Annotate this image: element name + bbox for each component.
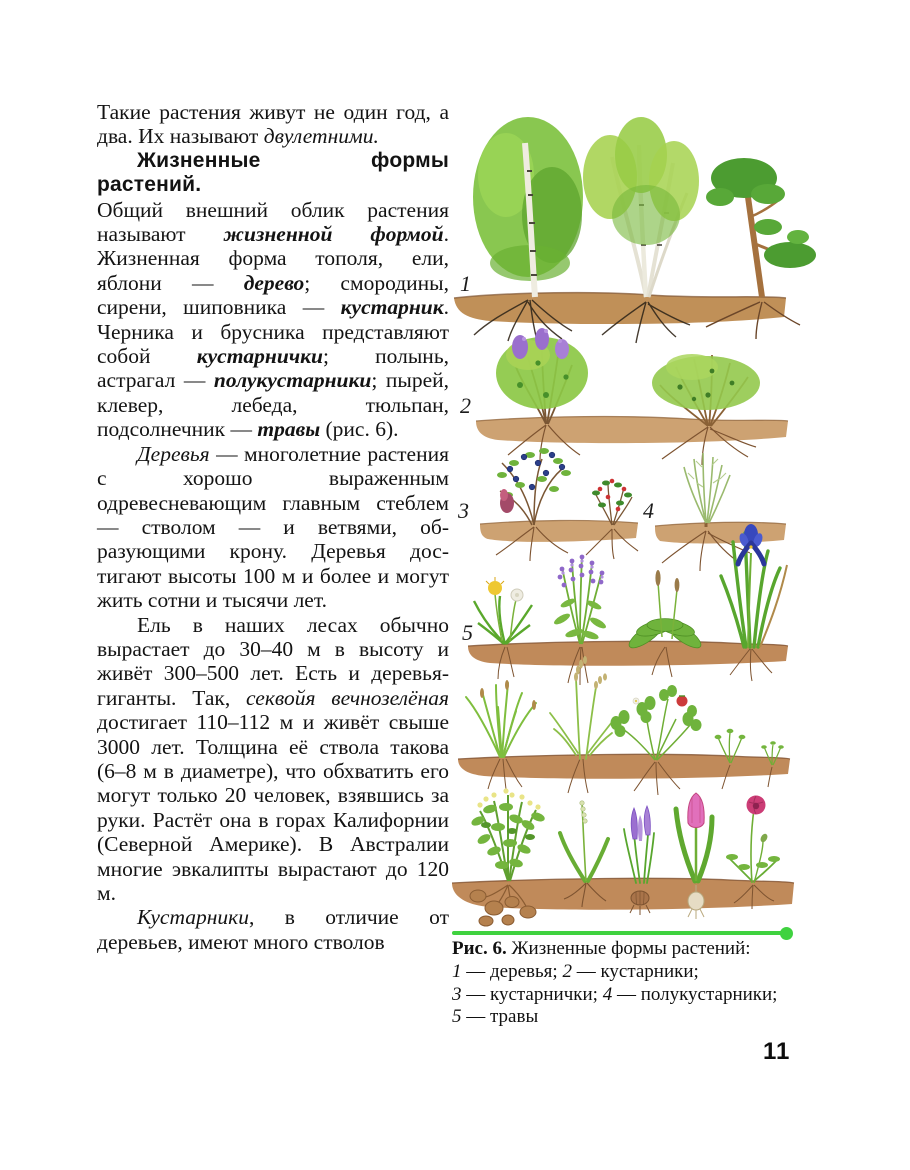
text-segment: Ель в наших лесах обычно вырастает до 30–40 м в высоту и живёт 300–500 лет. Есть и деревья-гиганты. Так, [97,612,449,710]
text-segment: 1 [452,960,462,982]
figure-caption [452,938,830,1029]
sedge-tuft [466,680,536,757]
text-segment: — деревья; [461,960,563,982]
text-segment: ; смородины, сирени, шиповника — [97,270,449,320]
text-segment: , в отличие от деревьев, имеют много стволов [97,905,449,954]
text-segment: Такие растения живут не один год, а два. Их называют [97,100,449,149]
dandelion-plant [474,577,532,644]
body-text [97,100,449,954]
dwarf-shrubs-row [457,448,786,571]
text-segment: — травы [461,1006,539,1028]
paragraph [97,100,449,149]
text-segment: Деревья [137,441,210,466]
trees-row [454,117,816,343]
page-number: 11 [763,1038,791,1065]
text-segment: . Черника и брусника представляют собой [97,295,449,369]
text-segment: ; пырей, клевер, лебеда, тюльпан, подсолнечник — [97,368,449,442]
shrubs-row [460,328,788,465]
figure-label-1: 1 [460,271,471,296]
birch-tree [473,117,583,297]
text-segment: — кустарнички; [461,983,603,1005]
text-segment: травы [257,417,321,442]
sage-plant [553,555,608,644]
grasses-row [458,656,790,795]
caption-line [452,938,830,961]
text-segment: Рис. 6. [452,938,507,959]
text-segment: кустарнички [196,344,323,369]
blueberry-dwarf-shrub [497,448,571,525]
pine-tree [706,158,816,297]
text-segment: — многолетние растения с хорошо выраженным одревесневающим главным стеблем — стволом — и ветвями, образующими крону. Деревья достигают высоты 100 м и более и могут жить сотни и тысячи лет. [97,441,449,613]
text-segment: ; полынь, астрагал — [97,344,449,393]
text-segment: двулетними. [263,124,379,149]
text-segment: 5 [452,1006,462,1028]
text-segment: (рис. 6). [320,417,399,442]
figure-label-3: 3 [458,498,469,523]
text-segment: секвойя вечнозелёная [246,685,449,710]
text-segment: дерево [243,270,305,295]
figure-label-4: 4 [643,498,654,523]
plantain-plant [626,570,705,652]
life-forms-drawing [450,95,835,940]
wormwood-subshrub [684,453,730,527]
figure-label-2: 2 [460,393,471,418]
text-segment: 3 [452,983,462,1005]
text-segment: — полукустарники; [612,983,778,1005]
text-segment: 2 [562,960,572,982]
section-heading [97,149,449,198]
text-segment: полукустарники [213,368,372,393]
figure-6-illustration [450,95,835,940]
caption-rule [452,931,786,935]
spirea-shrub [652,354,760,426]
paragraph [97,442,449,613]
paragraph [97,198,449,442]
caption-line [452,1006,830,1029]
paragraph [97,613,449,906]
birch-clump [583,117,699,297]
lingonberry-dwarf-shrub [592,479,632,525]
text-segment: 4 [602,983,613,1005]
caption-line [452,961,830,984]
text-segment: Жизненные формы растений. [97,148,449,197]
text-segment: Общий внешний облик растения называют [97,197,449,247]
lilac-shrub [496,328,588,424]
text-segment: . Жизненная форма тополя, ели, яблони — [97,222,449,295]
text-segment: — кустарники; [571,960,699,982]
paragraph [97,905,449,954]
grass-with-spikes [550,656,616,759]
text-segment: кустарник [340,295,444,320]
text-segment: достигает 110–112 м и живёт свыше 3000 лет. Толщина её ствола такова (6–8 м в диаметре), что обхватить его могут только 20 человек, взявшись за руки. Растёт она в горах Калифорнии (Северной Америке). В Австралии многие эвкалипты вырастают до 120 м. [97,710,449,905]
text-segment: жизненной формой [223,222,444,247]
bulb-herbs-row [452,788,794,926]
figure-label-5: 5 [462,620,473,645]
caption-line [452,984,830,1007]
text-segment: Жизненные формы растений: [506,938,751,959]
strawberry-plant [611,685,702,760]
text-segment: Кустарники [137,905,249,930]
